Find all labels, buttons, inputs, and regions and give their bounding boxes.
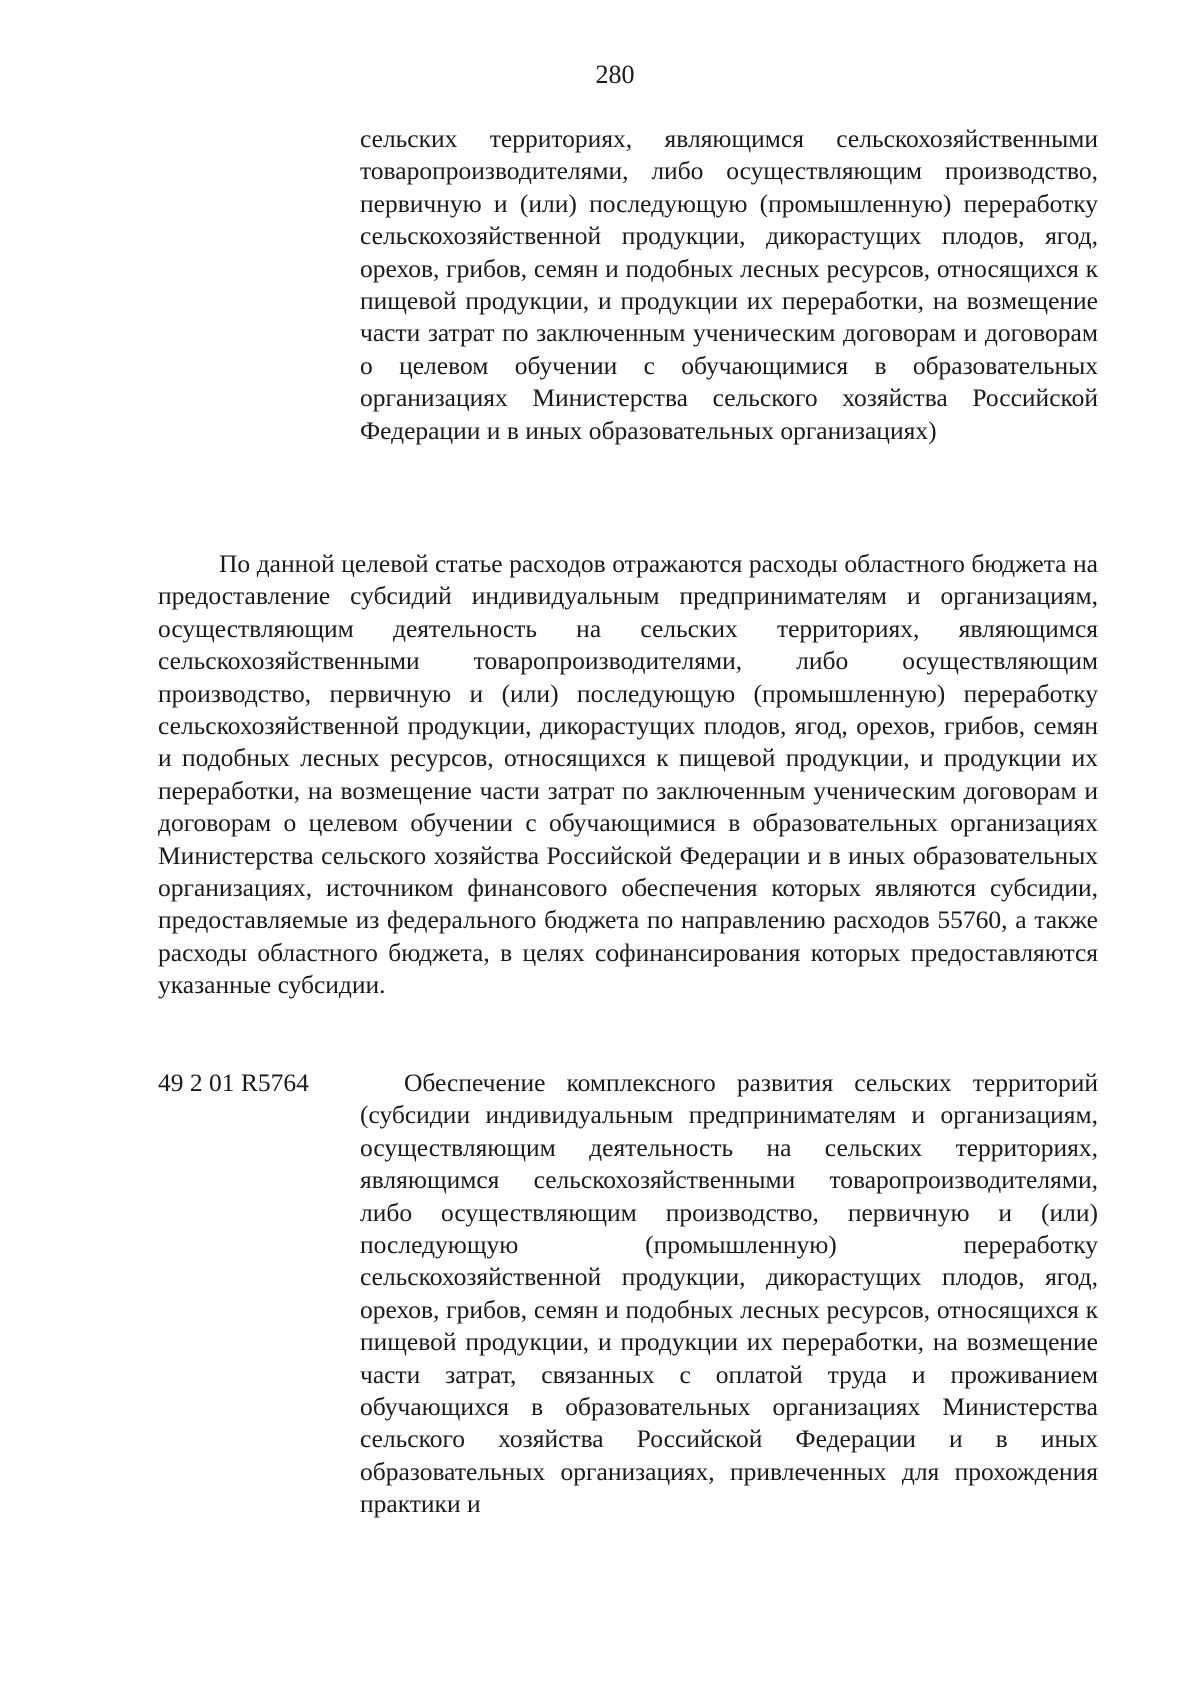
budget-code-description: Обеспечение комплексного развития сельских территорий (субсидии индивидуальным предпринимателям и организациям, осуществляющим деятельность на сельских территориях, являющимся сельскохозяйственными товаропроизводителями, либо осуществляющим производство, первичную и (или) последующую (промышленную) переработку сельскохозяйственной продукции, дикорастущих плодов, ягод, орехов, грибов, семян и подобных лесных ресурсов, относящихся к пищевой продукции, и продукции их переработки, на возмещение части затрат, связанных с оплатой труда и проживанием обучающихся в образовательных организациях Министерства сельского хозяйства Российской Федерации и в иных образовательных организациях, привлеченных для прохождения практики и: [360, 1068, 1098, 1519]
body-paragraph: По данной целевой статье расходов отражаются расходы областного бюджета на предоставление субсидий индивидуальным предпринимателям и организациям, осуществляющим деятельность на сельских территориях, являющимся сельскохозяйственными товаропроизводителями, либо осуществляющим производство, первичную и (или) последующую (промышленную) переработку сельскохозяйственной продукции, дикорастущих плодов, ягод, орехов, грибов, семян и подобных лесных ресурсов, относящихся к пищевой продукции, и продукции их переработки, на возмещение части затрат по заключенным ученическим договорам и договорам о целевом обучении с обучающимися в образовательных организациях Министерства сельского хозяйства Российской Федерации и в иных образовательных организациях, источником финансового обеспечения которых являются субсидии, предоставляемые из федерального бюджета по направлению расходов 55760, а также расходы областного бюджета, в целях софинансирования которых предоставляются указанные субсидии.: [158, 549, 1098, 1000]
page-number: 280: [595, 60, 635, 89]
budget-classification-code: 49 2 01 R5764: [158, 1068, 309, 1097]
continuation-text-block: сельских территориях, являющимся сельскохозяйственными товаропроизводителями, либо осуществляющим производство, первичную и (или) последующую (промышленную) переработку сельскохозяйственной продукции, дикорастущих плодов, ягод, орехов, грибов, семян и подобных лесных ресурсов, относящихся к пищевой продукции, и продукции их переработки, на возмещение части затрат по заключенным ученическим договорам и договорам о целевом обучении с обучающимися в образовательных организациях Министерства сельского хозяйства Российской Федерации и в иных образовательных организациях): [360, 124, 1098, 445]
